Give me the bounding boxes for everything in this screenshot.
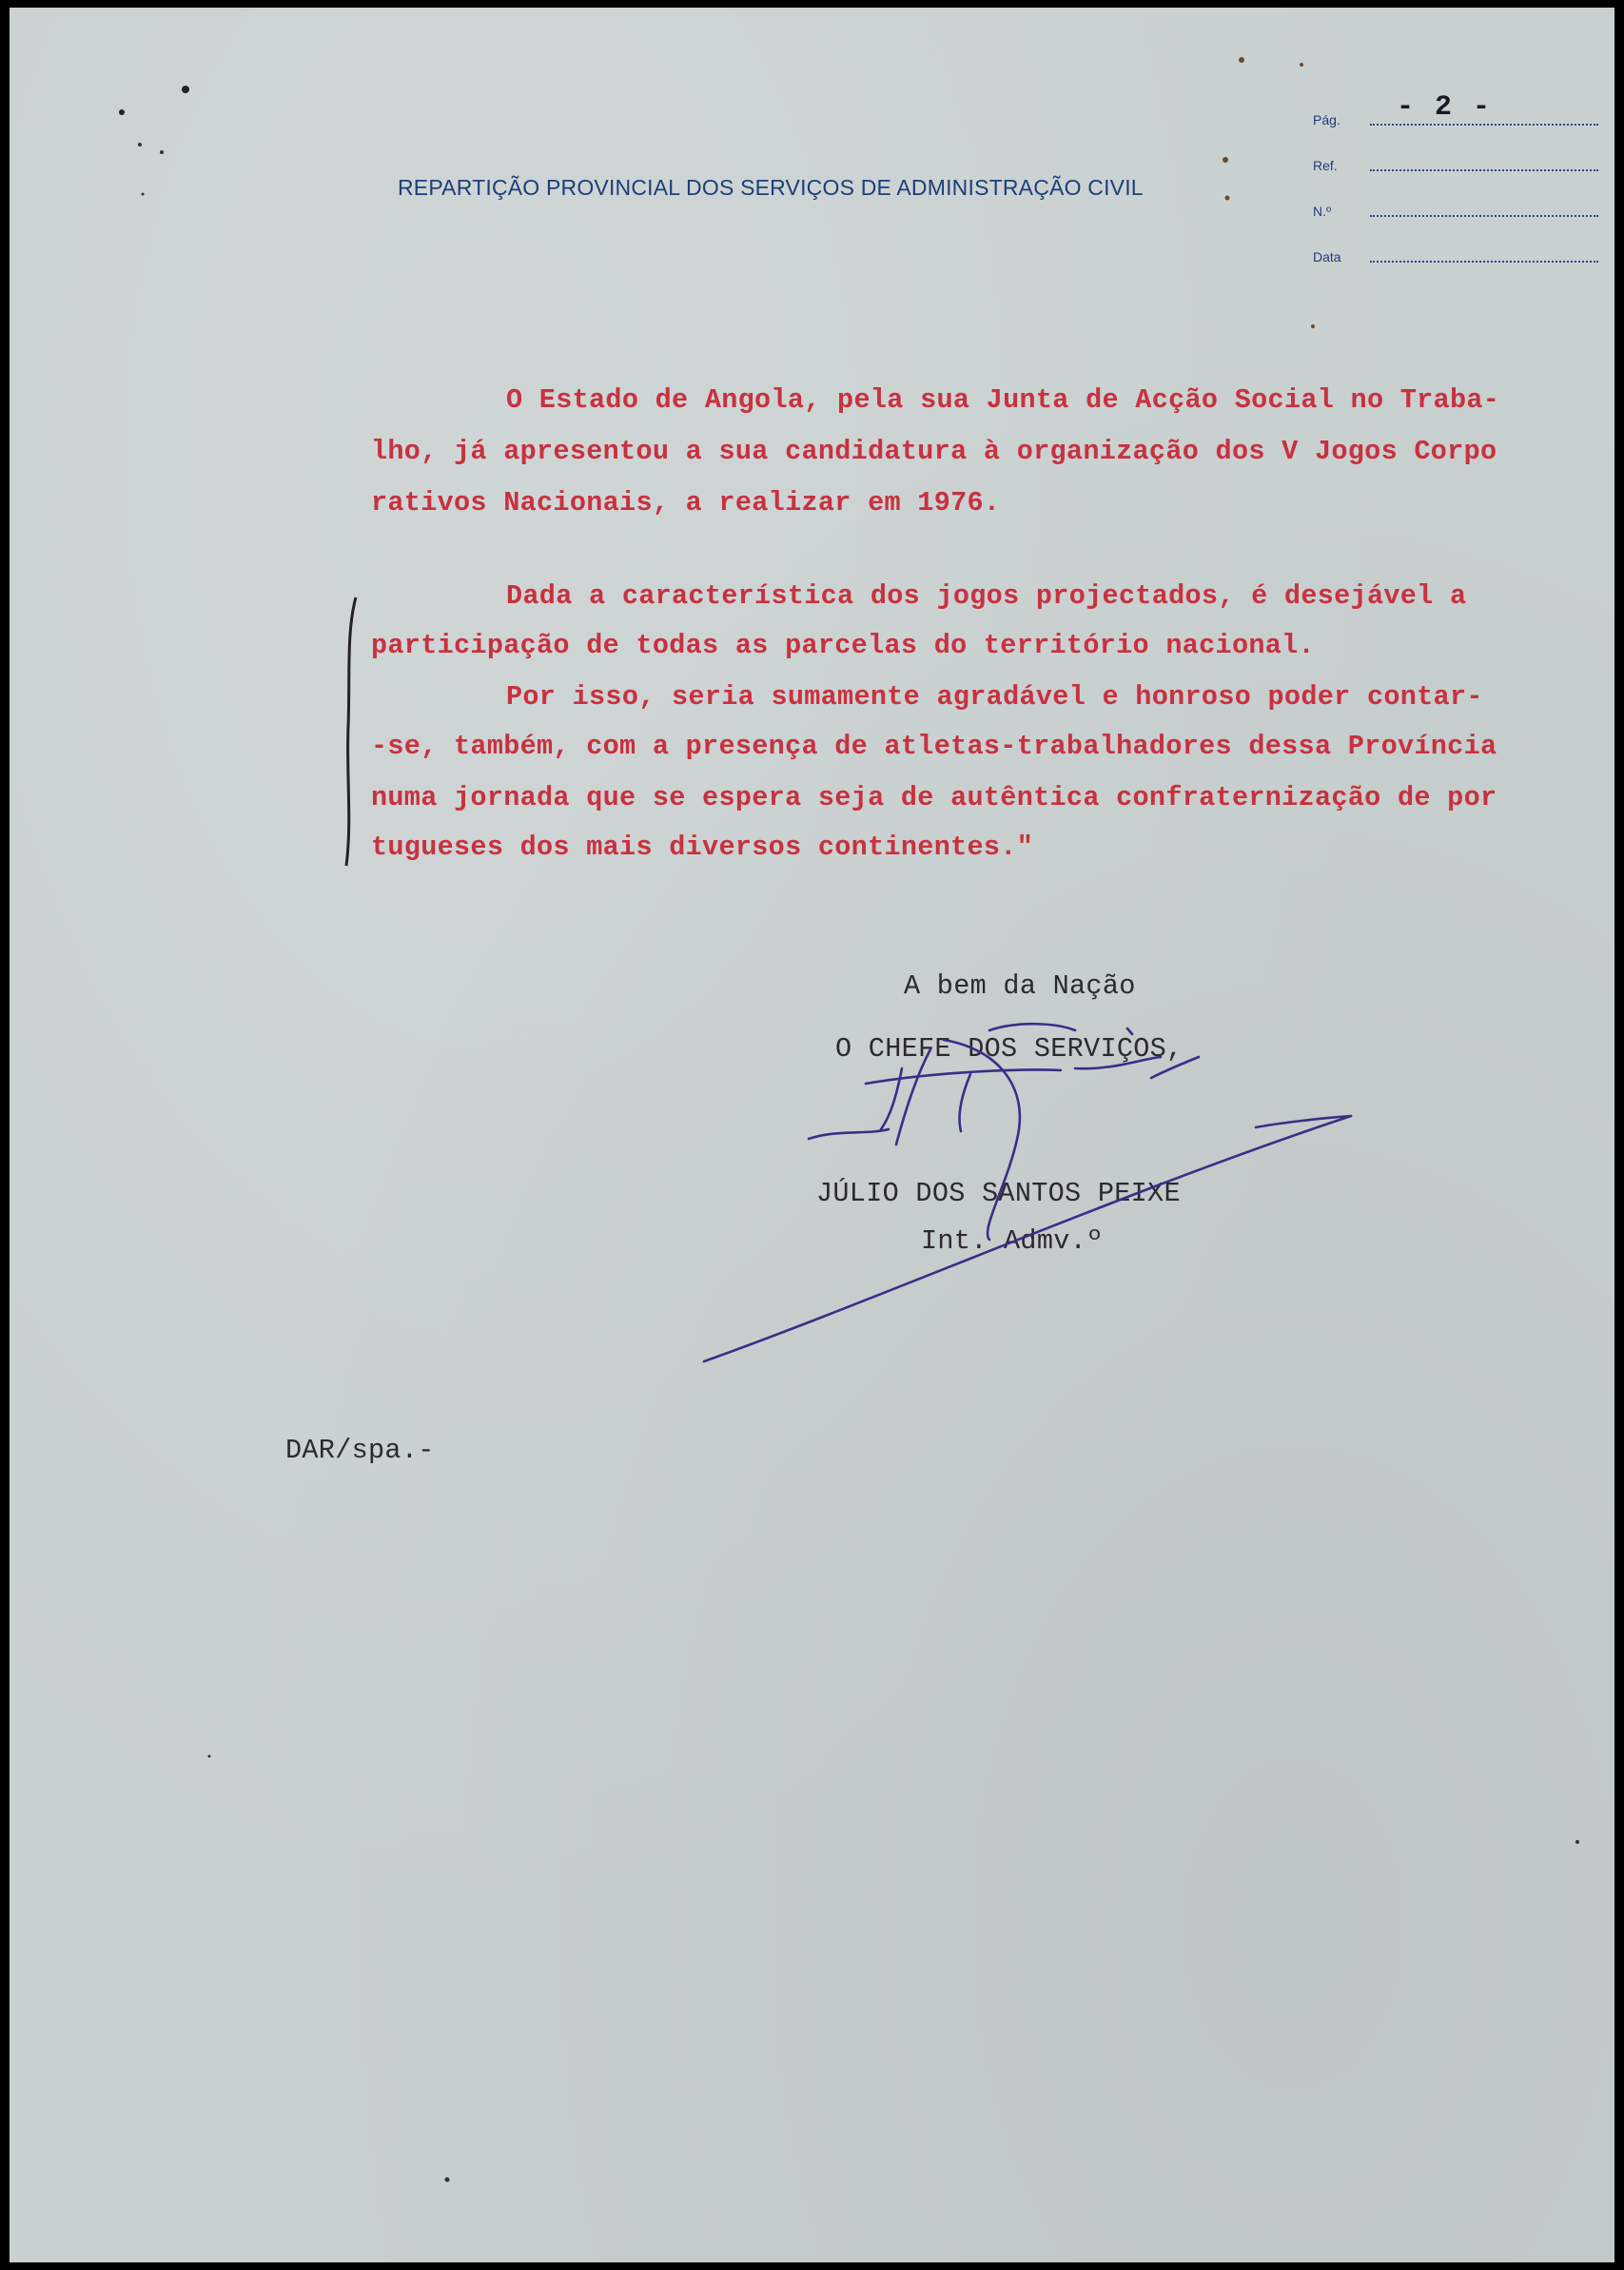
body-line: Por isso, seria sumamente agradável e honroso poder contar-: [506, 681, 1483, 713]
number-label: N.º: [1313, 204, 1332, 219]
body-line: Dada a característica dos jogos projectados, é desejável a: [506, 580, 1467, 612]
handwritten-signature: [695, 1011, 1379, 1373]
ref-row: [1313, 145, 1598, 173]
signatory-name: JÚLIO DOS SANTOS PEIXE: [816, 1178, 1181, 1209]
margin-bracket-mark: [339, 594, 367, 870]
reference-box: [1313, 91, 1614, 280]
typist-initials: DAR/spa.-: [285, 1435, 435, 1466]
number-row: [1313, 190, 1598, 219]
body-line: participação de todas as parcelas do território nacional.: [371, 630, 1315, 661]
body-line: tugueses dos mais diversos continentes.": [371, 832, 1034, 863]
closing-salutation: A bem da Nação: [904, 970, 1136, 1002]
ref-line: [1370, 169, 1598, 171]
document-page: [10, 8, 1614, 2262]
closing-role: O CHEFE DOS SERVIÇOS,: [835, 1033, 1184, 1065]
page-line: [1370, 124, 1598, 126]
page-number-row: [1313, 91, 1598, 127]
signatory-title: Int. Admv.º: [921, 1225, 1104, 1257]
body-line: numa jornada que se espera seja de autêntica confraternização de por: [371, 782, 1497, 813]
date-line: [1370, 261, 1598, 263]
body-line: O Estado de Angola, pela sua Junta de Acção Social no Traba-: [506, 384, 1500, 416]
date-label: Data: [1313, 249, 1341, 264]
body-line: rativos Nacionais, a realizar em 1976.: [371, 487, 1001, 519]
body-line: -se, também, com a presença de atletas-trabalhadores dessa Província: [371, 731, 1497, 762]
letterhead-title: REPARTIÇÃO PROVINCIAL DOS SERVIÇOS DE ADMINISTRAÇÃO CIVIL: [398, 175, 1144, 200]
date-row: [1313, 236, 1598, 264]
page-label: Pág.: [1313, 112, 1340, 127]
body-line: lho, já apresentou a sua candidatura à organização dos V Jogos Corpo: [371, 436, 1497, 467]
ref-label: Ref.: [1313, 158, 1338, 173]
number-line: [1370, 215, 1598, 217]
page-number: - 2 -: [1397, 91, 1493, 124]
